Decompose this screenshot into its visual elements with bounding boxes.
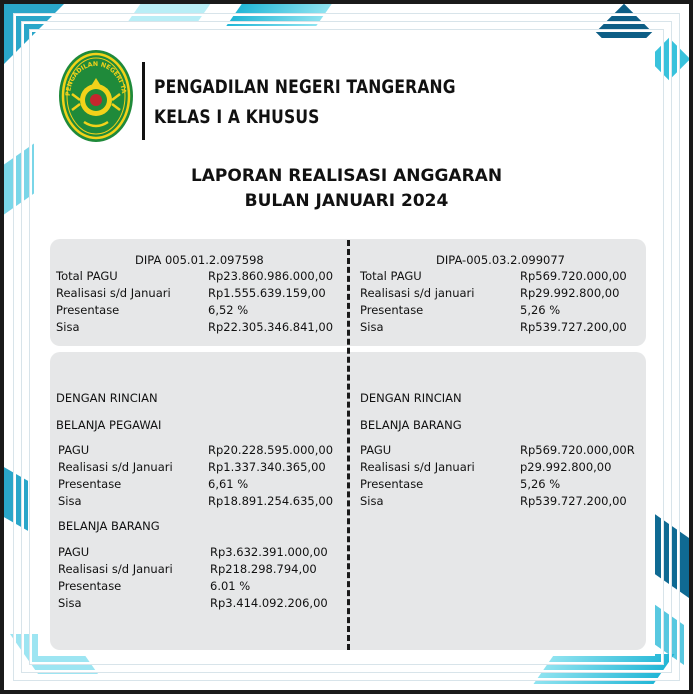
summary-value: 6,52 % — [208, 303, 249, 317]
summary-value: Rp22.305.346.841,00 — [208, 320, 334, 334]
report-period: BULAN JANUARI 2024 — [244, 191, 449, 211]
summary-label: Presentase — [360, 303, 424, 317]
detail-label: Sisa — [360, 494, 384, 508]
logo-text: PENGADILAN NEGERI TA — [64, 60, 127, 97]
summary-value: 5,26 % — [520, 303, 561, 317]
detail-label: Presentase — [58, 579, 122, 593]
detail-label: Realisasi s/d Januari — [360, 460, 475, 474]
report-sheet — [38, 38, 655, 656]
detail-value: Rp539.727.200,00 — [520, 494, 627, 508]
report-title: LAPORAN REALISASI ANGGARAN — [190, 166, 503, 186]
detail-label: Sisa — [58, 596, 82, 610]
column-divider — [347, 240, 350, 650]
detail-value: Rp3.632.391.000,00 — [210, 545, 328, 559]
detail-label: Sisa — [58, 494, 82, 508]
detail-value: Rp1.337.340.365,00 — [208, 460, 326, 474]
section-title: BELANJA PEGAWAI — [56, 418, 162, 432]
org-class: KELAS I A KHUSUS — [154, 106, 320, 128]
detail-value: Rp218.298.794,00 — [210, 562, 317, 576]
org-name: PENGADILAN NEGERI TANGERANG — [154, 76, 456, 98]
poster-frame — [4, 4, 689, 690]
header-divider — [142, 62, 145, 140]
summary-value: Rp569.720.000,00 — [520, 269, 627, 283]
dipa-right: DIPA-005.03.2.099077 — [436, 253, 565, 267]
dipa-left: DIPA 005.01.2.097598 — [135, 253, 264, 267]
detail-label: Presentase — [360, 477, 424, 491]
detail-heading: DENGAN RINCIAN — [360, 391, 462, 405]
detail-value: 6,61 % — [208, 477, 249, 491]
court-logo-icon — [58, 48, 134, 144]
detail-value: Rp3.414.092.206,00 — [210, 596, 328, 610]
summary-label: Realisasi s/d Januari — [56, 286, 171, 300]
detail-value: p29.992.800,00 — [520, 460, 612, 474]
summary-value: Rp29.992.800,00 — [520, 286, 620, 300]
detail-label: Realisasi s/d Januari — [58, 562, 173, 576]
summary-label: Presentase — [56, 303, 120, 317]
summary-label: Total PAGU — [360, 269, 422, 283]
detail-label: PAGU — [360, 443, 392, 457]
summary-label: Realisasi s/d januari — [360, 286, 475, 300]
detail-label: PAGU — [58, 545, 90, 559]
summary-label: Sisa — [56, 320, 80, 334]
detail-value: Rp20.228.595.000,00 — [208, 443, 334, 457]
detail-value: Rp569.720.000,00R — [520, 443, 635, 457]
detail-heading: DENGAN RINCIAN — [56, 391, 158, 405]
detail-value: 6.01 % — [210, 579, 251, 593]
detail-label: Realisasi s/d Januari — [58, 460, 173, 474]
detail-value: 5,26 % — [520, 477, 561, 491]
summary-label: Sisa — [360, 320, 384, 334]
section-title: BELANJA BARANG — [360, 418, 462, 432]
section-title: BELANJA BARANG — [58, 519, 160, 533]
summary-value: Rp1.555.639.159,00 — [208, 286, 326, 300]
detail-label: PAGU — [58, 443, 90, 457]
detail-value: Rp18.891.254.635,00 — [208, 494, 334, 508]
detail-label: Presentase — [58, 477, 122, 491]
summary-value: Rp539.727.200,00 — [520, 320, 627, 334]
summary-value: Rp23.860.986.000,00 — [208, 269, 334, 283]
summary-label: Total PAGU — [56, 269, 118, 283]
